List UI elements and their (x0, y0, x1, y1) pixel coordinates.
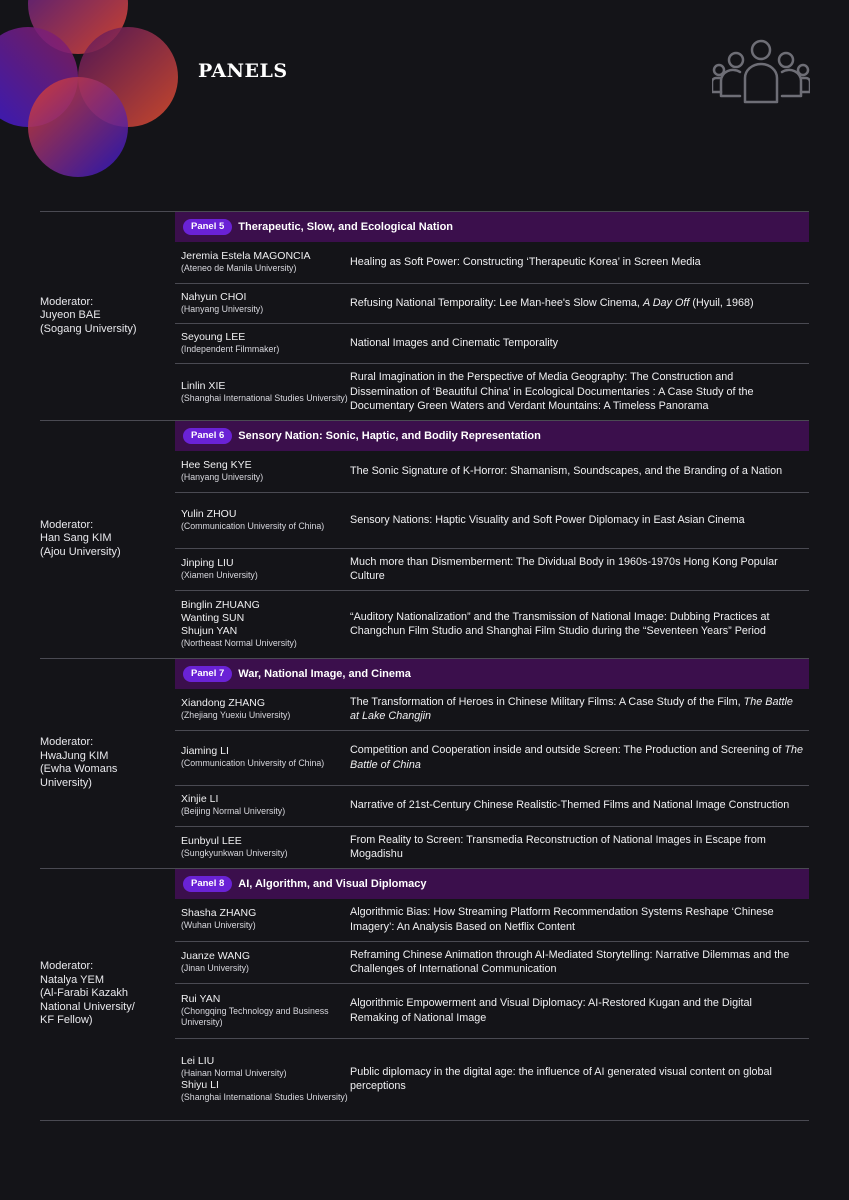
talk-title (350, 996, 809, 1025)
talk-title-italic-segment: The Battle of China (350, 744, 803, 771)
talk-title-segment: The Transformation of Heroes in Chinese Military Films: A Case Study of the Film, (350, 695, 744, 708)
panel-badge: Panel 5 (183, 219, 232, 235)
talk-title-italic-segment: A Day Off (642, 297, 690, 310)
speaker-affiliation: (Ateneo de Manila University) (181, 263, 297, 274)
speaker-cell (181, 993, 350, 1029)
panel-group (40, 212, 809, 421)
speaker-name: Shiyu LI (181, 1079, 219, 1091)
talk-title-segment: National Images and Cinematic Temporality (350, 337, 559, 350)
speaker-name: Rui YAN (181, 992, 221, 1005)
speaker-name: Wanting SUN (181, 611, 245, 624)
panel-title: Therapeutic, Slow, and Ecological Nation (238, 221, 454, 233)
panel-title: AI, Algorithm, and Visual Diplomacy (238, 877, 427, 890)
speaker-cell (181, 745, 350, 770)
overlapping-circles-logo (0, 0, 185, 180)
panel-badge: Panel 7 (183, 666, 232, 682)
speaker-affiliation: (Zhejiang Yuexiu University) (181, 709, 291, 720)
panel-title: Sensory Nation: Sonic, Haptic, and Bodily Representation (238, 429, 541, 442)
panel-title: War, National Image, and Cinema (238, 667, 411, 680)
speaker-name: Seyoung LEE (181, 331, 246, 344)
speaker-affiliation: (Beijing Normal University) (181, 806, 286, 817)
speaker-cell (181, 508, 350, 533)
talk-row (175, 983, 809, 1038)
talk-title-segment: Rural Imagination in the Perspective of Media Geography: The Construction and Dissemination of ‘Beautiful China’ in Ecological Documentaries : A Case Study of the Documentary Green Waters and Verdant Mountains: A Timeless Panorama (350, 371, 754, 412)
talk-row (175, 323, 809, 363)
speaker-affiliation: (Wuhan University) (181, 920, 256, 931)
talk-title (350, 336, 809, 351)
moderator-text: Moderator: HwaJung KIM (Ewha Womans University) (40, 736, 118, 789)
talk-row (175, 899, 809, 941)
talk-title-segment: (Hyuil, 1968) (689, 297, 754, 310)
moderator-text: Moderator: Han Sang KIM (Ajou University) (40, 518, 121, 558)
speaker-cell (181, 331, 350, 356)
talk-title-segment: Sensory Nations: Haptic Visuality and Soft Power Diplomacy in East Asian Cinema (350, 513, 745, 526)
speaker-name: Jiaming LI (181, 745, 229, 758)
panel-group (40, 659, 809, 869)
moderator-cell (40, 212, 175, 420)
talk-title (350, 695, 809, 724)
talk-row (175, 590, 809, 658)
moderator-text: Moderator: Juyeon BAE (Sogang University) (40, 295, 137, 335)
talk-title-segment: Algorithmic Bias: How Streaming Platform Recommendation Systems Reshape ‘Chinese Imagery’: An Analysis Based on Netflix Content (350, 906, 774, 933)
speaker-name: Jinping LIU (181, 556, 234, 569)
speaker-affiliation: (Northeast Normal University) (181, 637, 297, 648)
speaker-cell (181, 950, 350, 975)
speaker-name: Nahyun CHOI (181, 291, 247, 304)
panel-block (175, 212, 809, 420)
speaker-affiliation: (Hanyang University) (181, 304, 264, 315)
speaker-name: Xiandong ZHANG (181, 696, 266, 709)
speaker-affiliation: (Xiamen University) (181, 569, 258, 580)
talk-row (175, 283, 809, 323)
talk-row (175, 1038, 809, 1120)
speaker-cell (181, 599, 350, 650)
speaker-affiliation: (Sungkyunkwan University) (181, 847, 288, 858)
talk-title (350, 555, 809, 584)
speaker-cell (181, 291, 350, 316)
talk-title (350, 610, 809, 639)
talk-row (175, 492, 809, 548)
talk-row (175, 451, 809, 492)
speaker-affiliation: (Communication University of China) (181, 520, 325, 531)
talk-title (350, 296, 809, 311)
talk-title (350, 255, 809, 270)
talk-title (350, 513, 809, 528)
talk-title (350, 1065, 809, 1094)
speaker-affiliation: (Chongqing Technology and Business University) (181, 1005, 329, 1027)
speaker-name: Xinjie LI (181, 793, 219, 806)
moderator-cell (40, 421, 175, 658)
speaker-name: Hee Seng KYE (181, 458, 252, 471)
talk-title (350, 798, 809, 813)
talk-title (350, 464, 809, 479)
panel-header (175, 659, 809, 689)
speaker-affiliation: (Hanyang University) (181, 471, 264, 482)
moderator-text: Moderator: Natalya YEM (Al-Farabi Kazakh National University/ KF Fellow) (40, 960, 135, 1027)
speaker-name: Shasha ZHANG (181, 907, 257, 920)
talk-title-segment: “Auditory Nationalization” and the Transmission of National Image: Dubbing Practices at Changchun Film Studio and Shanghai Film Studio during the “Seventeen Years” Period (350, 610, 770, 637)
page-title: PANELS (198, 60, 288, 82)
talk-row (175, 363, 809, 420)
talk-row (175, 730, 809, 785)
talk-title-segment: The Sonic Signature of K-Horror: Shamanism, Soundscapes, and the Branding of a Nation (350, 464, 783, 477)
speaker-cell (181, 557, 350, 582)
speaker-name: Binglin ZHUANG (181, 598, 260, 611)
speaker-affiliation: (Communication University of China) (181, 758, 325, 769)
talk-title-segment: Reframing Chinese Animation through AI-Mediated Storytelling: Narrative Dilemmas and the Challenges of International Communication (350, 948, 790, 975)
panel-header (175, 869, 809, 899)
speaker-cell (181, 459, 350, 484)
panel-group (40, 421, 809, 659)
panel-header (175, 212, 809, 242)
moderator-cell (40, 659, 175, 868)
talk-title-segment: Public diplomacy in the digital age: the influence of AI generated visual content on global perceptions (350, 1065, 772, 1092)
panels-table (40, 211, 809, 1121)
speaker-affiliation: (Hainan Normal University) (181, 1067, 287, 1078)
talk-row (175, 785, 809, 826)
speaker-affiliation: (Jinan University) (181, 962, 249, 973)
speaker-cell (181, 907, 350, 932)
talk-row (175, 826, 809, 868)
panel-group (40, 869, 809, 1121)
talk-row (175, 941, 809, 983)
talk-title-segment: Algorithmic Empowerment and Visual Diplomacy: AI-Restored Kugan and the Digital Remaking of National Image (350, 997, 752, 1024)
panel-block (175, 421, 809, 658)
speaker-cell (181, 1055, 350, 1104)
speaker-affiliation: (Shanghai International Studies University) (181, 392, 348, 403)
panel-block (175, 659, 809, 868)
talk-title-segment: Much more than Dismemberment: The Dividual Body in 1960s-1970s Hong Kong Popular Culture (350, 555, 778, 582)
talk-title-segment: Narrative of 21st-Century Chinese Realistic-Themed Films and National Image Construction (350, 799, 790, 812)
talk-title-segment: Refusing National Temporality: Lee Man-hee's Slow Cinema, (350, 297, 643, 310)
panel-header (175, 421, 809, 451)
talk-title-segment: Competition and Cooperation inside and outside Screen: The Production and Screening of (350, 744, 785, 756)
talk-row (175, 548, 809, 590)
speaker-cell (181, 250, 350, 275)
talk-title (350, 833, 809, 862)
speaker-name: Lei LIU (181, 1054, 215, 1067)
speaker-name: Shujun YAN (181, 624, 238, 637)
talk-title (350, 743, 809, 772)
talk-title (350, 905, 809, 934)
speaker-affiliation: (Shanghai International Studies University) (181, 1092, 348, 1102)
speaker-name: Eunbyul LEE (181, 834, 242, 847)
speaker-affiliation: (Independent Filmmaker) (181, 344, 280, 355)
speaker-name: Juanze WANG (181, 949, 251, 962)
speaker-cell (181, 380, 350, 405)
speaker-name: Jeremia Estela MAGONCIA (181, 250, 311, 263)
talk-title (350, 370, 809, 414)
talk-title-segment: Healing as Soft Power: Constructing ‘Therapeutic Korea’ in Screen Media (350, 256, 701, 269)
talk-row (175, 689, 809, 730)
speaker-cell (181, 835, 350, 860)
talk-title (350, 948, 809, 977)
panel-badge: Panel 6 (183, 428, 232, 444)
people-group-icon (712, 38, 810, 106)
speaker-name: Linlin XIE (181, 379, 226, 392)
talk-row (175, 242, 809, 283)
speaker-cell (181, 697, 350, 722)
speaker-name: Yulin ZHOU (181, 507, 237, 520)
moderator-cell (40, 869, 175, 1120)
speaker-cell (181, 793, 350, 818)
talk-title-italic-segment: The Battle at Lake Changjin (350, 695, 793, 722)
talk-title-segment: From Reality to Screen: Transmedia Reconstruction of National Images in Escape from Mogadishu (350, 833, 766, 860)
panel-block (175, 869, 809, 1120)
panel-badge: Panel 8 (183, 876, 232, 892)
